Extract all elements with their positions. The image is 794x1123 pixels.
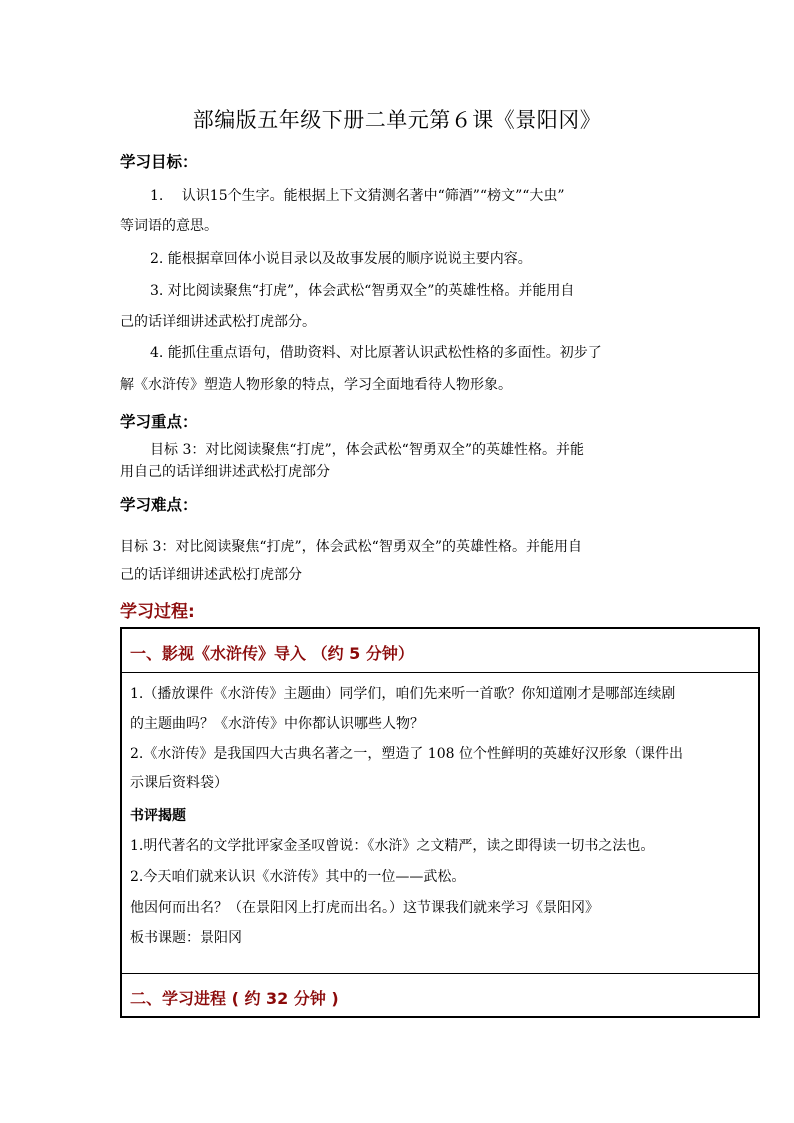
difficulties-heading: 学习难点： xyxy=(120,496,198,514)
objective-1-line-1: 1. 认识15个生字。能根据上下文猜测名著中“筛酒”“榜文”“大虫” xyxy=(150,188,565,204)
document-title: 部编版五年级下册二单元第６课《景阳冈》 xyxy=(192,108,602,132)
blackboard-topic-line: 板书课题：景阳冈 xyxy=(130,930,242,946)
key-points-line-2: 用自己的话详细讲述武松打虎部分 xyxy=(120,464,330,480)
section-2-heading: 二、学习进程 ( 约 32 分钟 ) xyxy=(130,989,339,1008)
section-1-line-6: 1.明代著名的文学批评家金圣叹曾说：《水浒》之文精严，读之即得读一切书之法也。 xyxy=(130,838,655,854)
objective-1-line-2: 等词语的意思。 xyxy=(120,218,218,234)
section-1-line-2: 的主题曲吗？《水浒传》中你都认识哪些人物？ xyxy=(130,716,424,732)
section-1-line-8: 他因何而出名？（在景阳冈上打虎而出名。）这节课我们就来学习《景阳冈》 xyxy=(130,900,599,916)
objective-3-line-2: 己的话详细讲述武松打虎部分。 xyxy=(120,314,316,330)
objective-4-line-1: 4. 能抓住重点语句，借助资料、对比原著认识武松性格的多面性。初步了 xyxy=(150,345,602,361)
process-heading: 学习过程: xyxy=(120,602,195,622)
objective-4-line-2: 解《水浒传》塑造人物形象的特点，学习全面地看待人物形象。 xyxy=(120,377,512,393)
section-1-line-7: 2.今天咱们就来认识《水浒传》其中的一位——武松。 xyxy=(130,869,466,885)
section-1-divider xyxy=(122,672,758,673)
objective-3-line-1: 3. 对比阅读聚焦“打虎”，体会武松“智勇双全”的英雄性格。并能用自 xyxy=(150,283,575,299)
process-table xyxy=(120,627,760,1018)
objective-2-line-1: 2. 能根据章回体小说目录以及故事发展的顺序说说主要内容。 xyxy=(150,251,532,267)
section-1-line-1: 1.（播放课件《水浒传》主题曲）同学们，咱们先来听一首歌？你知道刚才是哪部连续剧 xyxy=(130,686,676,702)
section-1-heading: 一、影视《水浒传》导入 （约 5 分钟） xyxy=(130,644,414,663)
section-1-line-4: 示课后资料袋） xyxy=(130,775,228,791)
difficulties-line-2: 己的话详细讲述武松打虎部分 xyxy=(120,567,302,583)
key-points-line-1: 目标 3：对比阅读聚焦“打虎”，体会武松“智勇双全”的英雄性格。并能 xyxy=(150,442,584,458)
section-2-divider xyxy=(122,973,758,974)
section-1-line-3: 2.《水浒传》是我国四大古典名著之一，塑造了 108 位个性鲜明的英雄好汉形象（课件出 xyxy=(130,746,683,762)
book-review-subheading: 书评揭题 xyxy=(130,808,186,824)
objectives-heading: 学习目标： xyxy=(120,153,198,171)
difficulties-line-1: 目标 3：对比阅读聚焦“打虎”，体会武松“智勇双全”的英雄性格。并能用自 xyxy=(120,539,582,555)
key-points-heading: 学习重点： xyxy=(120,413,198,431)
